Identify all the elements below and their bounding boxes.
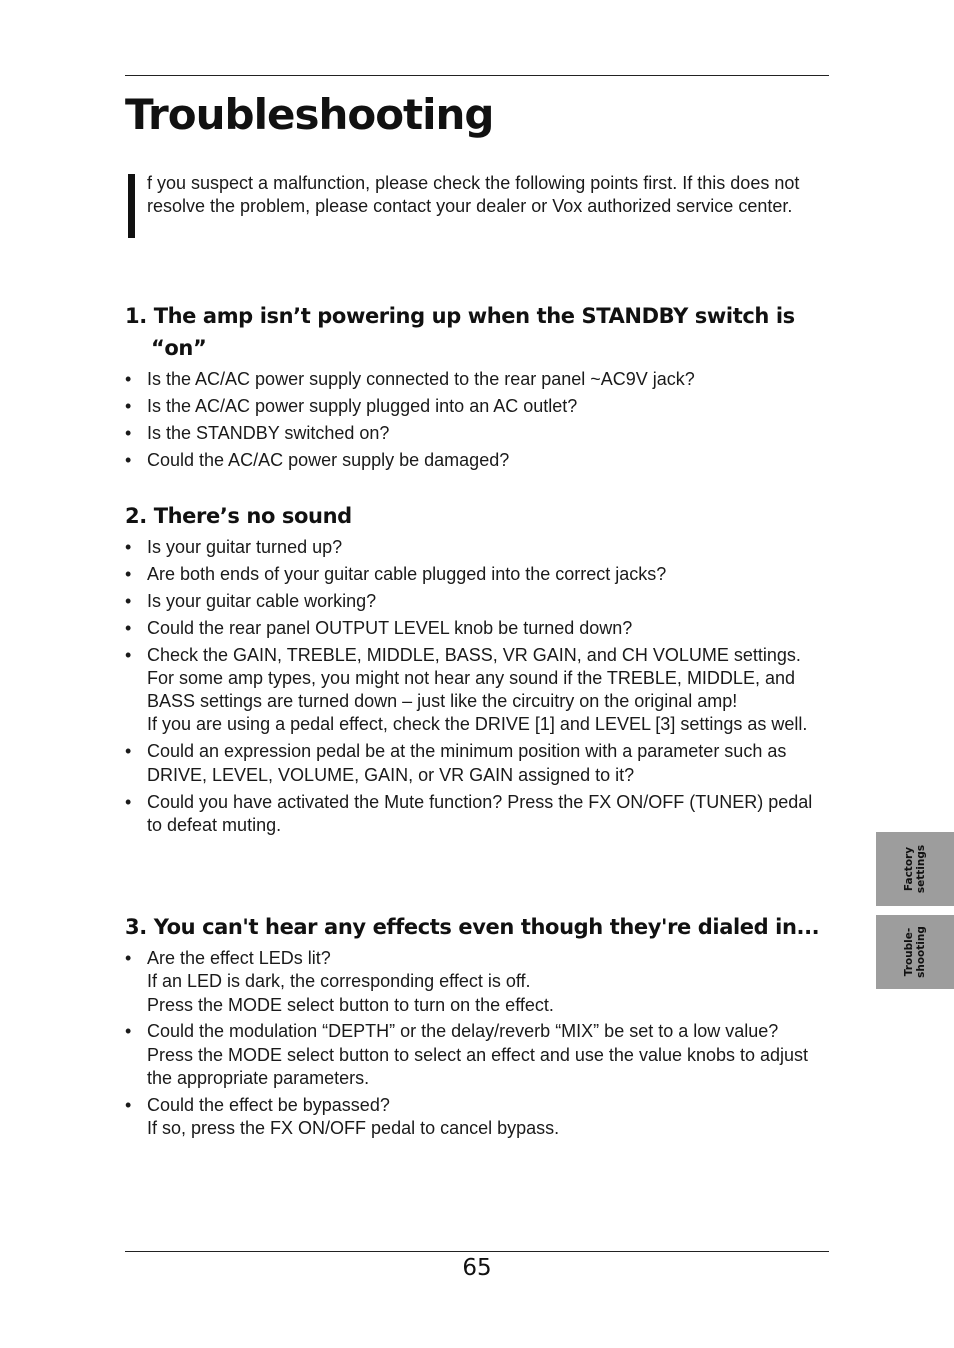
- list-item: [125, 536, 829, 559]
- list-item-text: Could the effect be bypassed?: [147, 1094, 390, 1115]
- side-tab-label-line: settings: [915, 844, 927, 894]
- list-item: [125, 947, 829, 1017]
- bullet-marker: •: [125, 449, 132, 470]
- list-item-text: Are the effect LEDs lit?: [147, 948, 331, 968]
- section-heading: [125, 500, 829, 532]
- list-item-text: Press the MODE select button to turn on the effect.: [147, 994, 554, 1015]
- list-item-text: Could an expression pedal be at the minimum position with a parameter such as DRIVE, LEVEL, VOLUME, GAIN, or VR GAIN assigned to it?: [147, 741, 787, 785]
- list-item-text: If an LED is dark, the corresponding effect is off.: [147, 971, 531, 992]
- bullet-marker: •: [125, 1021, 132, 1042]
- side-tab-label: [903, 926, 927, 978]
- page-number: 65: [462, 1255, 492, 1281]
- list-item: [125, 791, 829, 838]
- list-item-text: Is the AC/AC power supply connected to the rear panel ~AC9V jack?: [147, 369, 695, 389]
- bullet-list: [125, 368, 829, 472]
- section-no-sound: [125, 500, 829, 841]
- side-tab-label: [903, 845, 927, 893]
- section-power: [125, 300, 829, 476]
- bullet-marker: •: [125, 537, 132, 557]
- bullet-marker: •: [125, 948, 132, 968]
- bullet-marker: •: [125, 369, 132, 389]
- list-item-text: Is the AC/AC power supply plugged into an AC outlet?: [147, 395, 578, 416]
- list-item: [125, 644, 829, 737]
- heading-line: 2. There’s no sound: [125, 504, 352, 528]
- list-item-text: Is your guitar turned up?: [147, 537, 343, 557]
- section-no-effects: [125, 911, 829, 1144]
- heading-line: 1. The amp isn’t powering up when the STANDBY switch is: [125, 304, 795, 328]
- list-item-text: Could the rear panel OUTPUT LEVEL knob be turned down?: [147, 617, 633, 638]
- bullet-marker: •: [125, 741, 132, 762]
- list-item: [125, 422, 829, 445]
- bullet-marker: •: [125, 617, 132, 638]
- list-item-text: Are both ends of your guitar cable plugged into the correct jacks?: [147, 563, 667, 584]
- list-item-text: Press the MODE select button to select an effect and use the value knobs to adjust the appropriate parameters.: [147, 1044, 809, 1089]
- bullet-marker: •: [125, 791, 132, 812]
- bullet-list: [125, 536, 829, 837]
- section-heading: [125, 300, 829, 364]
- list-item: [125, 449, 829, 472]
- bullet-marker: •: [125, 395, 132, 416]
- side-tab-label-line: shooting: [915, 926, 927, 978]
- list-item-text: If so, press the FX ON/OFF pedal to cancel bypass.: [147, 1118, 560, 1139]
- section-heading: [125, 911, 829, 943]
- list-item: [125, 1094, 829, 1141]
- heading-line: “on”: [151, 336, 207, 360]
- side-tab-label-line: Trouble-: [903, 927, 915, 977]
- side-tab-label-line: Factory: [903, 846, 915, 892]
- side-tab-troubleshooting[interactable]: [876, 915, 954, 989]
- list-item-text: Check the GAIN, TREBLE, MIDDLE, BASS, VR GAIN, and CH VOLUME settings. For some amp types, you might not hear any sound if the TREBLE, MIDDLE, and BASS settings are turned down – just like the circuitry on the original amp!: [147, 644, 801, 712]
- bullet-marker: •: [125, 1094, 132, 1115]
- bullet-marker: •: [125, 644, 132, 665]
- bullet-marker: •: [125, 422, 132, 443]
- list-item: [125, 395, 829, 418]
- drop-cap: [128, 174, 135, 238]
- intro-text: f you suspect a malfunction, please check the following points first. If this does not resolve the problem, please contact your dealer or Vox authorized service center.: [147, 173, 800, 216]
- bullet-list: [125, 947, 829, 1141]
- list-item-text: Is the STANDBY switched on?: [147, 422, 390, 443]
- list-item: [125, 617, 829, 640]
- top-rule: [125, 75, 829, 76]
- list-item-text: Could the modulation “DEPTH” or the delay/reverb “MIX” be set to a low value?: [147, 1021, 779, 1042]
- intro-paragraph: [128, 172, 828, 218]
- side-tab-factory-settings[interactable]: [876, 832, 954, 906]
- list-item-text: Could the AC/AC power supply be damaged?: [147, 449, 510, 470]
- list-item: [125, 590, 829, 613]
- list-item-text: Is your guitar cable working?: [147, 590, 377, 611]
- bottom-rule: [125, 1251, 829, 1252]
- list-item: [125, 563, 829, 586]
- bullet-marker: •: [125, 590, 132, 611]
- list-item: [125, 1020, 829, 1090]
- heading-line: 3. You can't hear any effects even though they're dialed in...: [125, 915, 820, 939]
- list-item-text: If you are using a pedal effect, check the DRIVE [1] and LEVEL [3] settings as well.: [147, 714, 808, 735]
- list-item: [125, 368, 829, 391]
- bullet-marker: •: [125, 563, 132, 584]
- list-item-text: Could you have activated the Mute function? Press the FX ON/OFF (TUNER) pedal to defeat muting.: [147, 791, 813, 835]
- page-title: Troubleshooting: [125, 90, 494, 139]
- list-item: [125, 740, 829, 787]
